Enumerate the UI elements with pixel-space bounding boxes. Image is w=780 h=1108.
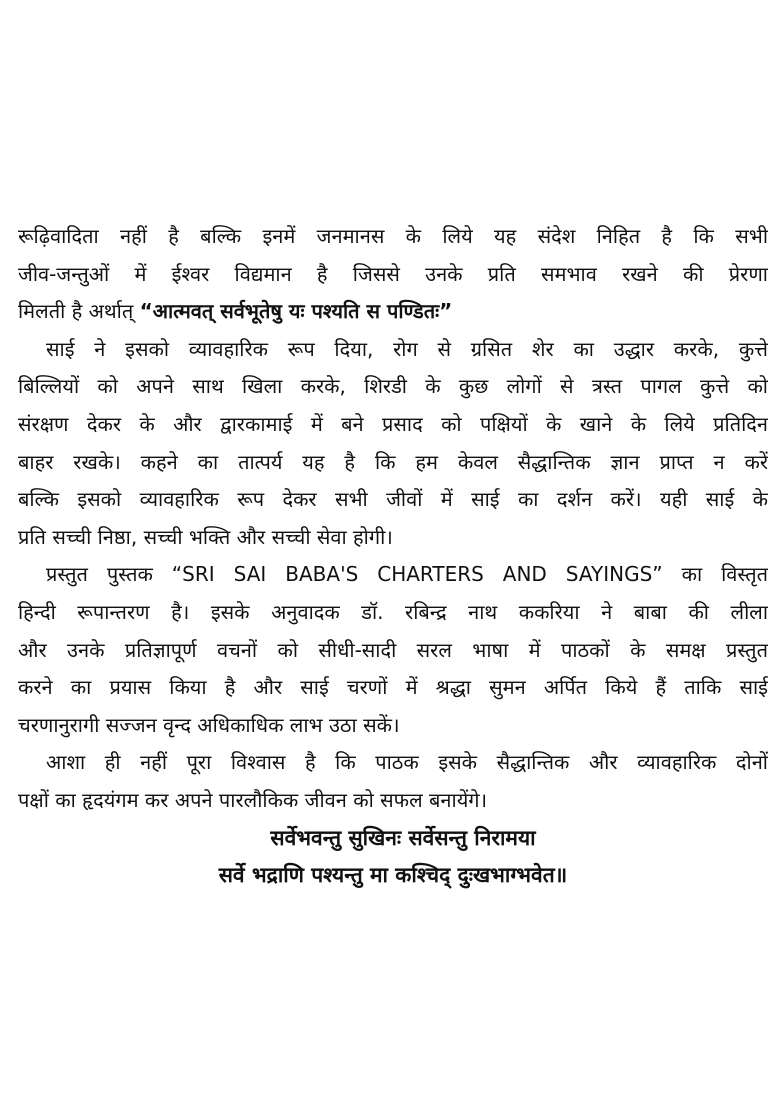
text-line: जीव-जन्तुओं में ईश्वर विद्यमान है जिससे उनके प्रति समभाव रखने की प्रेरणा — [18, 261, 768, 286]
text-line: संरक्षण देकर के और द्वारकामाई में बने प्रसाद को पक्षियों के खाने के लिये प्रतिदिन — [18, 411, 768, 436]
verse-line: सर्वेभवन्तु सुखिनः सर्वेसन्तु निरामया — [270, 825, 536, 850]
text-line: चरणानुरागी सज्जन वृन्द अधिकाधिक लाभ उठा सकें। — [18, 712, 400, 737]
text-line: प्रति सच्ची निष्ठा, सच्ची भक्ति और सच्ची सेवा होगी। — [18, 524, 393, 549]
text-line: आशा ही नहीं पूरा विश्वास है कि पाठक इसके सैद्धान्तिक और व्यावहारिक दोनों — [46, 750, 768, 775]
text-line: हिन्दी रूपान्तरण है। इसके अनुवादक डॉ. रबिन्द्र नाथ ककरिया ने बाबा की लीला — [18, 599, 768, 624]
text-span: मिलती है अर्थात् — [18, 299, 134, 324]
text-line: पक्षों का हृदयंगम कर अपने पारलौकिक जीवन को सफल बनायेंगे। — [18, 787, 488, 812]
text-line: रूढ़िवादिता नहीं है बल्कि इनमें जनमानस के लिये यह संदेश निहित है कि सभी — [18, 224, 768, 248]
text-line: साई ने इसको व्यावहारिक रूप दिया, रोग से ग्रसित शेर का उद्धार करके, कुत्ते — [46, 336, 768, 361]
text-line — [18, 293, 768, 331]
verse-line: सर्वे भद्राणि पश्यन्तु मा कश्चिद् दुःखभाग्भवेत॥ — [218, 863, 568, 888]
text-line: बिल्लियों को अपने साथ खिला करके, शिरडी के कुछ लोगों से त्रस्त पागल कुत्ते को — [18, 374, 768, 399]
text-line: करने का प्रयास किया है और साई चरणों में श्रद्धा सुमन अर्पित किये हैं ताकि साई — [18, 675, 768, 700]
text-line: और उनके प्रतिज्ञापूर्ण वचनों को सीधी-सादी सरल भाषा में पाठकों के समक्ष प्रस्तुत — [18, 637, 768, 662]
document-body — [18, 218, 768, 895]
text-line: प्रस्तुत पुस्तक “SRI SAI BABA'S CHARTERS AND SAYINGS” का विस्तृत — [46, 562, 768, 587]
sanskrit-quote: “आत्मवत् सर्वभूतेषु यः पश्यति स पण्डितः” — [139, 299, 453, 324]
text-line: बल्कि इसको व्यावहारिक रूप देकर सभी जीवों में साई का दर्शन करें। यही साई के — [18, 487, 768, 512]
text-line: बाहर रखके। कहने का तात्पर्य यह है कि हम केवल सैद्धान्तिक ज्ञान प्राप्त न करें — [18, 449, 768, 474]
